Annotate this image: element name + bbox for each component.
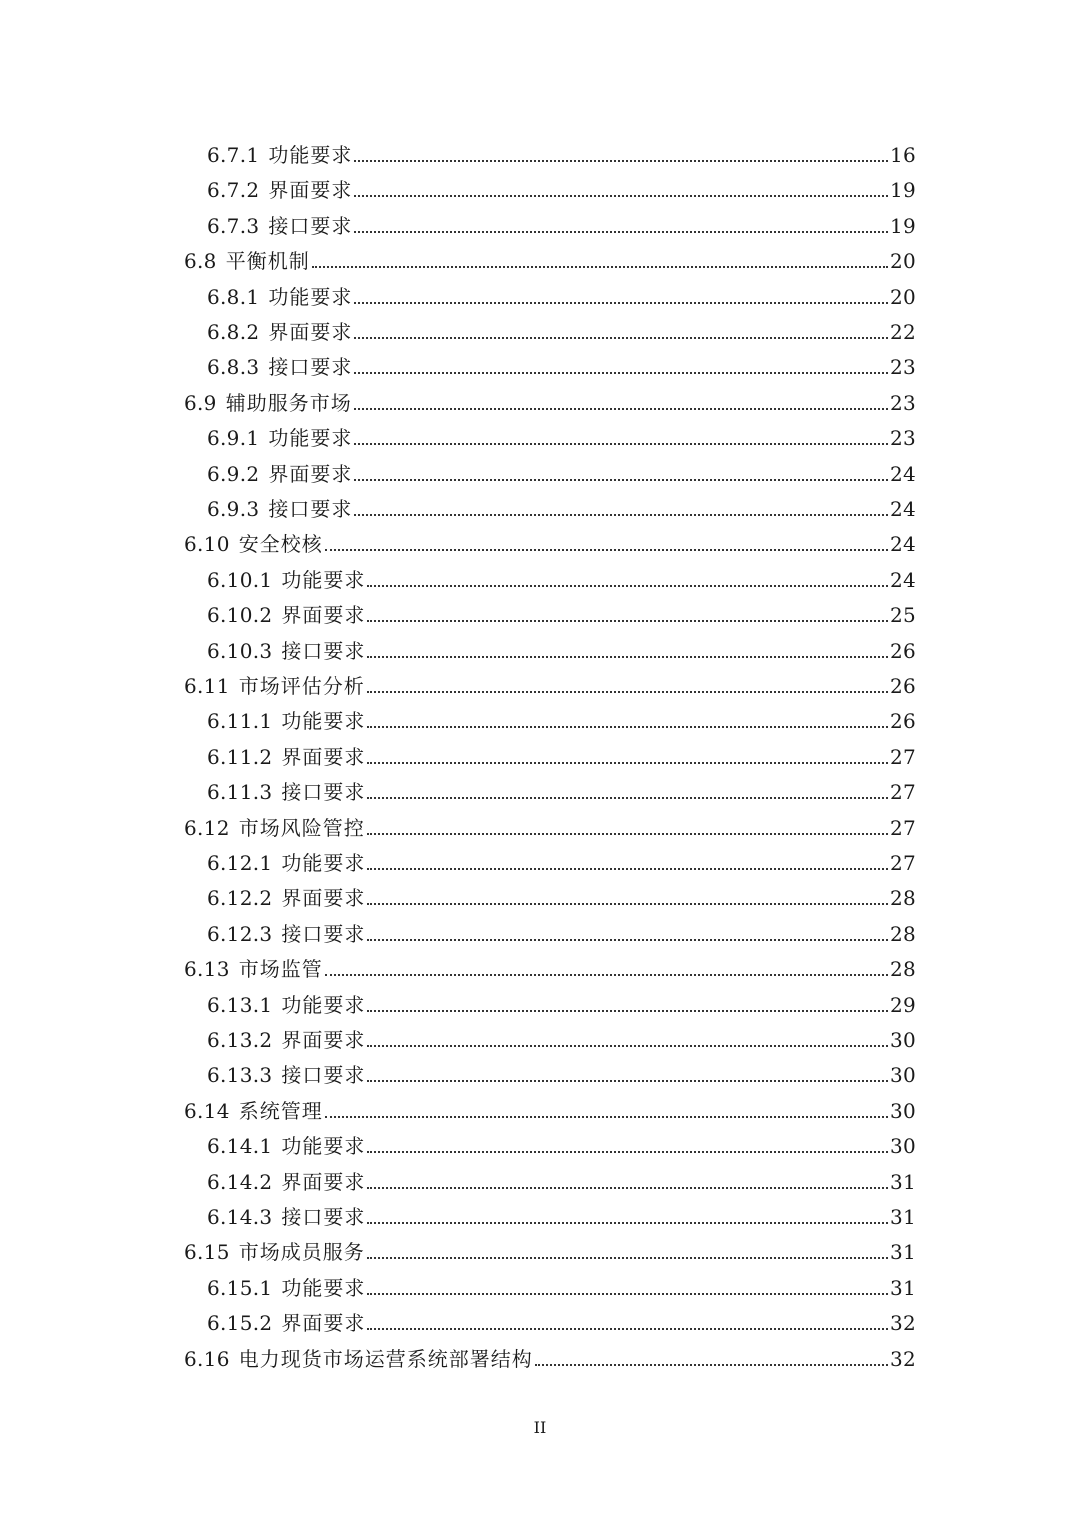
toc-entry-number: 6.9.3 [207,497,260,521]
toc-entry[interactable] [207,910,916,946]
dot-leader [354,195,888,197]
toc-entry-page: 20 [889,284,916,309]
toc-entry-number: 6.10 [184,532,230,557]
toc-entry-number: 6.11.1 [207,709,273,734]
dot-leader [325,549,888,551]
toc-entry[interactable] [207,768,916,804]
toc-entry-title: 功能要求 [268,143,353,167]
toc-entry-number: 6.13 [184,957,230,982]
toc-entry-title: 功能要求 [281,1275,366,1300]
toc-entry-page: 23 [889,390,916,415]
toc-entry-title: 系统管理 [238,1098,323,1123]
toc-entry-number: 6.8.3 [207,355,260,380]
toc-entry-page: 32 [889,1311,916,1336]
toc-entry-page: 30 [889,1063,916,1088]
toc-entry-page: 27 [889,780,916,805]
dot-leader [367,1293,888,1295]
toc-entry-page: 26 [889,709,916,734]
toc-entry[interactable] [207,874,916,910]
toc-entry-number: 6.15.1 [207,1275,273,1300]
dot-leader [354,408,888,410]
dot-leader [312,266,888,268]
dot-leader [354,337,888,339]
dot-leader [367,1010,888,1012]
toc-entry-title: 功能要求 [281,567,366,592]
toc-entry-page: 19 [889,178,916,203]
toc-entry-title: 接口要求 [268,213,353,238]
toc-entry-number: 6.7.1 [207,143,260,167]
dot-leader [325,974,888,976]
toc-entry-title: 界面要求 [281,1028,366,1052]
page-number: II [533,1418,547,1437]
toc-entry-number: 6.9.1 [207,426,260,451]
toc-entry-number: 6.13.2 [207,1028,273,1052]
toc-entry-number: 6.14.2 [207,1169,273,1194]
toc-entry-number: 6.13.3 [207,1063,273,1088]
toc-entry[interactable] [184,379,916,415]
toc-entry[interactable] [207,1299,916,1335]
dot-leader [367,656,888,658]
toc-entry-page: 23 [889,355,916,380]
toc-entry[interactable] [207,1193,916,1229]
toc-entry[interactable] [207,414,916,450]
toc-entry-number: 6.9.2 [207,461,260,486]
toc-entry[interactable] [207,1264,916,1300]
toc-entry[interactable] [207,556,916,592]
toc-entry-page: 30 [889,1098,916,1123]
toc-entry-page: 30 [889,1134,916,1159]
toc-entry-title: 市场成员服务 [238,1240,365,1265]
toc-entry-number: 6.13.1 [207,992,273,1017]
toc-entry[interactable] [207,450,916,486]
toc-entry-page: 19 [889,213,916,238]
toc-entry-page: 26 [889,674,916,698]
toc-entry-number: 6.12.3 [207,921,273,946]
toc-entry[interactable] [207,273,916,309]
dot-leader [367,1222,888,1224]
toc-entry-page: 28 [889,921,916,946]
toc-entry-page: 31 [889,1240,916,1265]
toc-entry[interactable] [184,1228,916,1264]
dot-leader [354,372,888,374]
toc-entry-title: 接口要求 [281,780,366,805]
toc-entry-title: 电力现货市场运营系统部署结构 [238,1346,533,1371]
dot-leader [354,160,888,162]
dot-leader [367,1257,888,1259]
toc-entry[interactable] [207,1158,916,1194]
dot-leader [354,231,888,233]
dot-leader [535,1364,888,1366]
toc-entry-page: 25 [889,603,916,628]
toc-entry[interactable] [184,1087,916,1123]
toc-entry-number: 6.11 [184,674,230,698]
toc-entry-page: 27 [889,744,916,769]
toc-entry-number: 6.10.3 [207,638,273,663]
toc-entry-page: 24 [889,567,916,592]
toc-entry-number: 6.16 [184,1346,230,1371]
toc-entry-number: 6.14 [184,1098,230,1123]
toc-entry-number: 6.10.1 [207,567,273,592]
toc-entry-title: 接口要求 [268,497,353,521]
toc-entry-number: 6.12.2 [207,886,273,911]
toc-entry[interactable] [184,804,916,840]
toc-entry-page: 30 [889,1028,916,1052]
toc-entry-page: 28 [889,886,916,911]
dot-leader [354,479,888,481]
toc-entry-title: 功能要求 [281,1134,366,1159]
toc-entry-number: 6.8 [184,249,217,274]
dot-leader [354,443,888,445]
dot-leader [367,1151,888,1153]
dot-leader [354,302,888,304]
dot-leader [367,833,888,835]
toc-entry[interactable] [184,237,916,273]
toc-entry-page: 24 [889,497,916,521]
toc-entry[interactable] [207,1016,916,1052]
toc-entry-title: 辅助服务市场 [225,390,352,415]
toc-entry[interactable] [207,697,916,733]
toc-entry-page: 27 [889,851,916,875]
toc-entry-title: 功能要求 [281,992,366,1017]
toc-entry-number: 6.12.1 [207,851,273,875]
toc-entry-title: 界面要求 [281,886,366,911]
toc-entry[interactable] [184,662,916,698]
dot-leader [367,939,888,941]
toc-entry-number: 6.14.3 [207,1205,273,1229]
dot-leader [367,903,888,905]
toc-entry-title: 界面要求 [281,1169,366,1194]
toc-entry-page: 29 [889,992,916,1017]
toc-entry[interactable] [184,520,916,556]
toc-entry-title: 功能要求 [268,284,353,309]
toc-entry-page: 31 [889,1169,916,1194]
toc-entry-title: 市场风险管控 [238,815,365,840]
toc-entry[interactable] [207,1051,916,1087]
toc-entry-title: 接口要求 [281,1063,366,1088]
toc-entry-title: 接口要求 [268,355,353,380]
toc-entry[interactable] [184,1335,916,1371]
toc-entry[interactable] [207,166,916,202]
toc-entry-page: 28 [889,957,916,982]
dot-leader [367,762,888,764]
toc-entry-title: 功能要求 [268,426,353,451]
dot-leader [367,1080,888,1082]
dot-leader [367,726,888,728]
dot-leader [367,1328,888,1330]
toc-entry-title: 功能要求 [281,851,366,875]
dot-leader [367,585,888,587]
toc-entry-number: 6.14.1 [207,1134,273,1159]
toc-entry-page: 23 [889,426,916,451]
toc-entry-title: 功能要求 [281,709,366,734]
toc-entry-title: 平衡机制 [225,249,310,274]
toc-entry-page: 32 [889,1346,916,1371]
toc-entry[interactable] [207,308,916,344]
toc-entry-number: 6.15 [184,1240,230,1265]
toc-entry-title: 界面要求 [268,461,353,486]
toc-entry-title: 市场监管 [238,957,323,982]
dot-leader [325,1116,888,1118]
toc-entry-number: 6.11.2 [207,744,273,769]
toc-entry-number: 6.12 [184,815,230,840]
toc-entry-title: 市场评估分析 [238,674,365,698]
dot-leader [367,797,888,799]
toc-entry[interactable] [207,485,916,521]
toc-entry[interactable] [207,591,916,627]
toc-entry-title: 界面要求 [268,178,353,203]
toc-entry-page: 31 [889,1205,916,1229]
toc-entry-title: 界面要求 [281,744,366,769]
toc-entry-page: 22 [889,320,916,344]
toc-entry-page: 31 [889,1275,916,1300]
toc-entry[interactable] [207,839,916,875]
dot-leader [367,620,888,622]
dot-leader [354,514,888,516]
toc-entry-number: 6.7.2 [207,178,260,203]
toc-entry-page: 24 [889,532,916,557]
toc-entry-title: 接口要求 [281,638,366,663]
toc-entry-title: 界面要求 [281,1311,366,1336]
toc-entry-title: 界面要求 [268,320,353,344]
toc-entry-title: 接口要求 [281,921,366,946]
toc-entry[interactable] [207,1122,916,1158]
dot-leader [367,1045,888,1047]
toc-entry[interactable] [207,981,916,1017]
dot-leader [367,868,888,870]
toc-entry[interactable] [184,945,916,981]
toc-entry-title: 安全校核 [238,532,323,557]
toc-entry-number: 6.8.2 [207,320,260,344]
toc-entry-number: 6.15.2 [207,1311,273,1336]
toc-entry-number: 6.7.3 [207,213,260,238]
dot-leader [367,1187,888,1189]
dot-leader [367,691,888,693]
toc-entry[interactable] [207,202,916,238]
toc-entry-title: 接口要求 [281,1205,366,1229]
toc-entry-number: 6.11.3 [207,780,273,805]
toc-entry[interactable] [207,627,916,663]
toc-entry-title: 界面要求 [281,603,366,628]
toc-entry-number: 6.9 [184,390,217,415]
toc-entry-page: 24 [889,461,916,486]
toc-entry-page: 27 [889,815,916,840]
toc-entry-number: 6.8.1 [207,284,260,309]
toc-entry[interactable] [207,343,916,379]
toc-entry[interactable] [207,733,916,769]
toc-entry-page: 20 [889,249,916,274]
toc-entry-page: 26 [889,638,916,663]
toc-entry-page: 16 [889,143,916,167]
toc-entry-number: 6.10.2 [207,603,273,628]
toc-entry[interactable] [207,131,916,167]
